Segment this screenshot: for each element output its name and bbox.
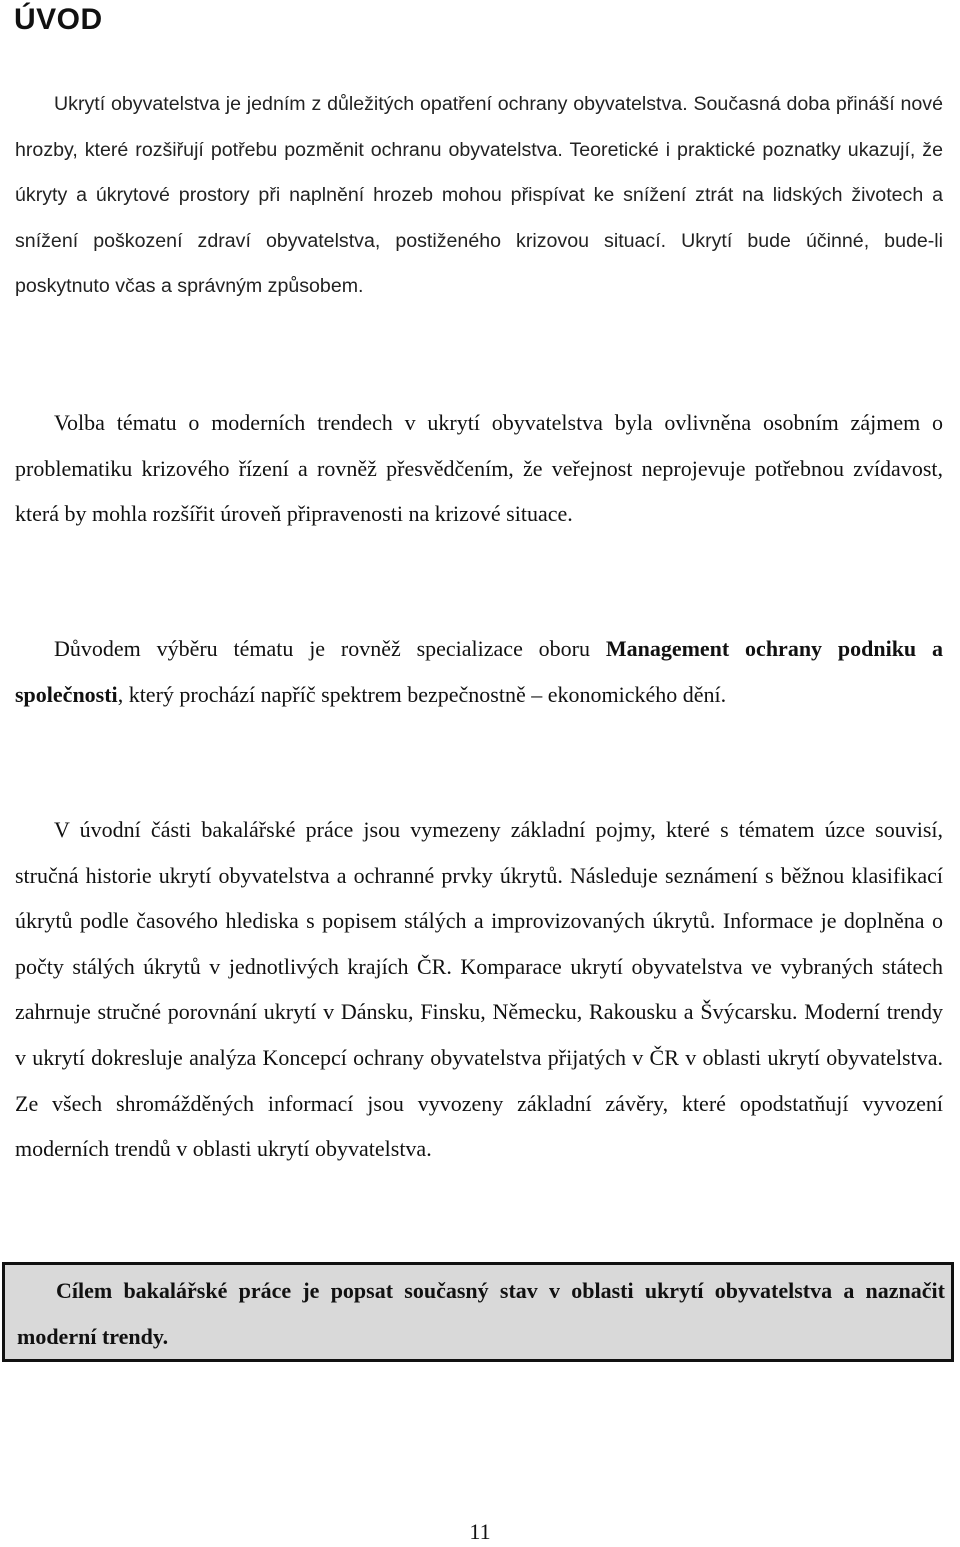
chapter-heading: ÚVOD [14, 3, 103, 36]
paragraph-structure-overview: V úvodní části bakalářské práce jsou vymezeny základní pojmy, které s tématem úzce souvisí, stručná historie ukrytí obyvatelstva a ochranné prvky úkrytů. Následuje seznámení s běžnou klasifikací úkrytů podle časového hlediska s popisem stálých a improvizovaných úkrytů. Informace je doplněna o počty stálých úkrytů v jednotlivých krajích ČR. Komparace ukrytí obyvatelstva ve vybraných státech zahrnuje stručné porovnání ukrytí v Dánsku, Finsku, Německu, Rakousku a Švýcarsku. Moderní trendy v ukrytí dokresluje analýza Koncepcí ochrany obyvatelstva přijatých v ČR v oblasti ukrytí obyvatelstva. Ze všech shromážděných informací jsou vyvozeny základní závěry, které opodstatňují vyvození moderních trendů v oblasti ukrytí obyvatelstva. [15, 817, 943, 1162]
paragraph-intro: Ukrytí obyvatelstva je jedním z důležitých opatření ochrany obyvatelstva. Současná doba přináší nové hrozby, které rozšiřují potřebu pozměnit ochranu obyvatelstva. Teoretické i praktické poznatky ukazují, že úkryty a úkrytové prostory při naplnění hrozeb mohou přispívat ke snížení ztrát na lidských životech a snížení poškození zdraví obyvatelstva, postiženého krizovou situací. Ukrytí bude účinné, bude-li poskytnuto včas a správným způsobem. [15, 93, 943, 298]
paragraph-specialization-start: Důvodem výběru tématu je rovněž specializace oboru [54, 636, 606, 661]
goal-statement: Cílem bakalářské práce je popsat současný stav v oblasti ukrytí obyvatelstva a naznačit moderní trendy. [17, 1278, 945, 1349]
page-number: 11 [469, 1519, 491, 1544]
goal-box [2, 1262, 954, 1362]
field-of-study-name: Management ochrany podniku a společnosti [15, 636, 943, 707]
paragraph-specialization [15, 626, 943, 717]
paragraph-topic-choice: Volba tématu o moderních trendech v ukrytí obyvatelstva byla ovlivněna osobním zájmem o problematiku krizového řízení a rovněž přesvědčením, že veřejnost neprojevuje potřebnou zvídavost, která by mohla rozšířit úroveň připravenosti na krizové situace. [15, 410, 943, 527]
paragraph-specialization-end: , který prochází napříč spektrem bezpečnostně – ekonomického dění. [117, 681, 727, 707]
